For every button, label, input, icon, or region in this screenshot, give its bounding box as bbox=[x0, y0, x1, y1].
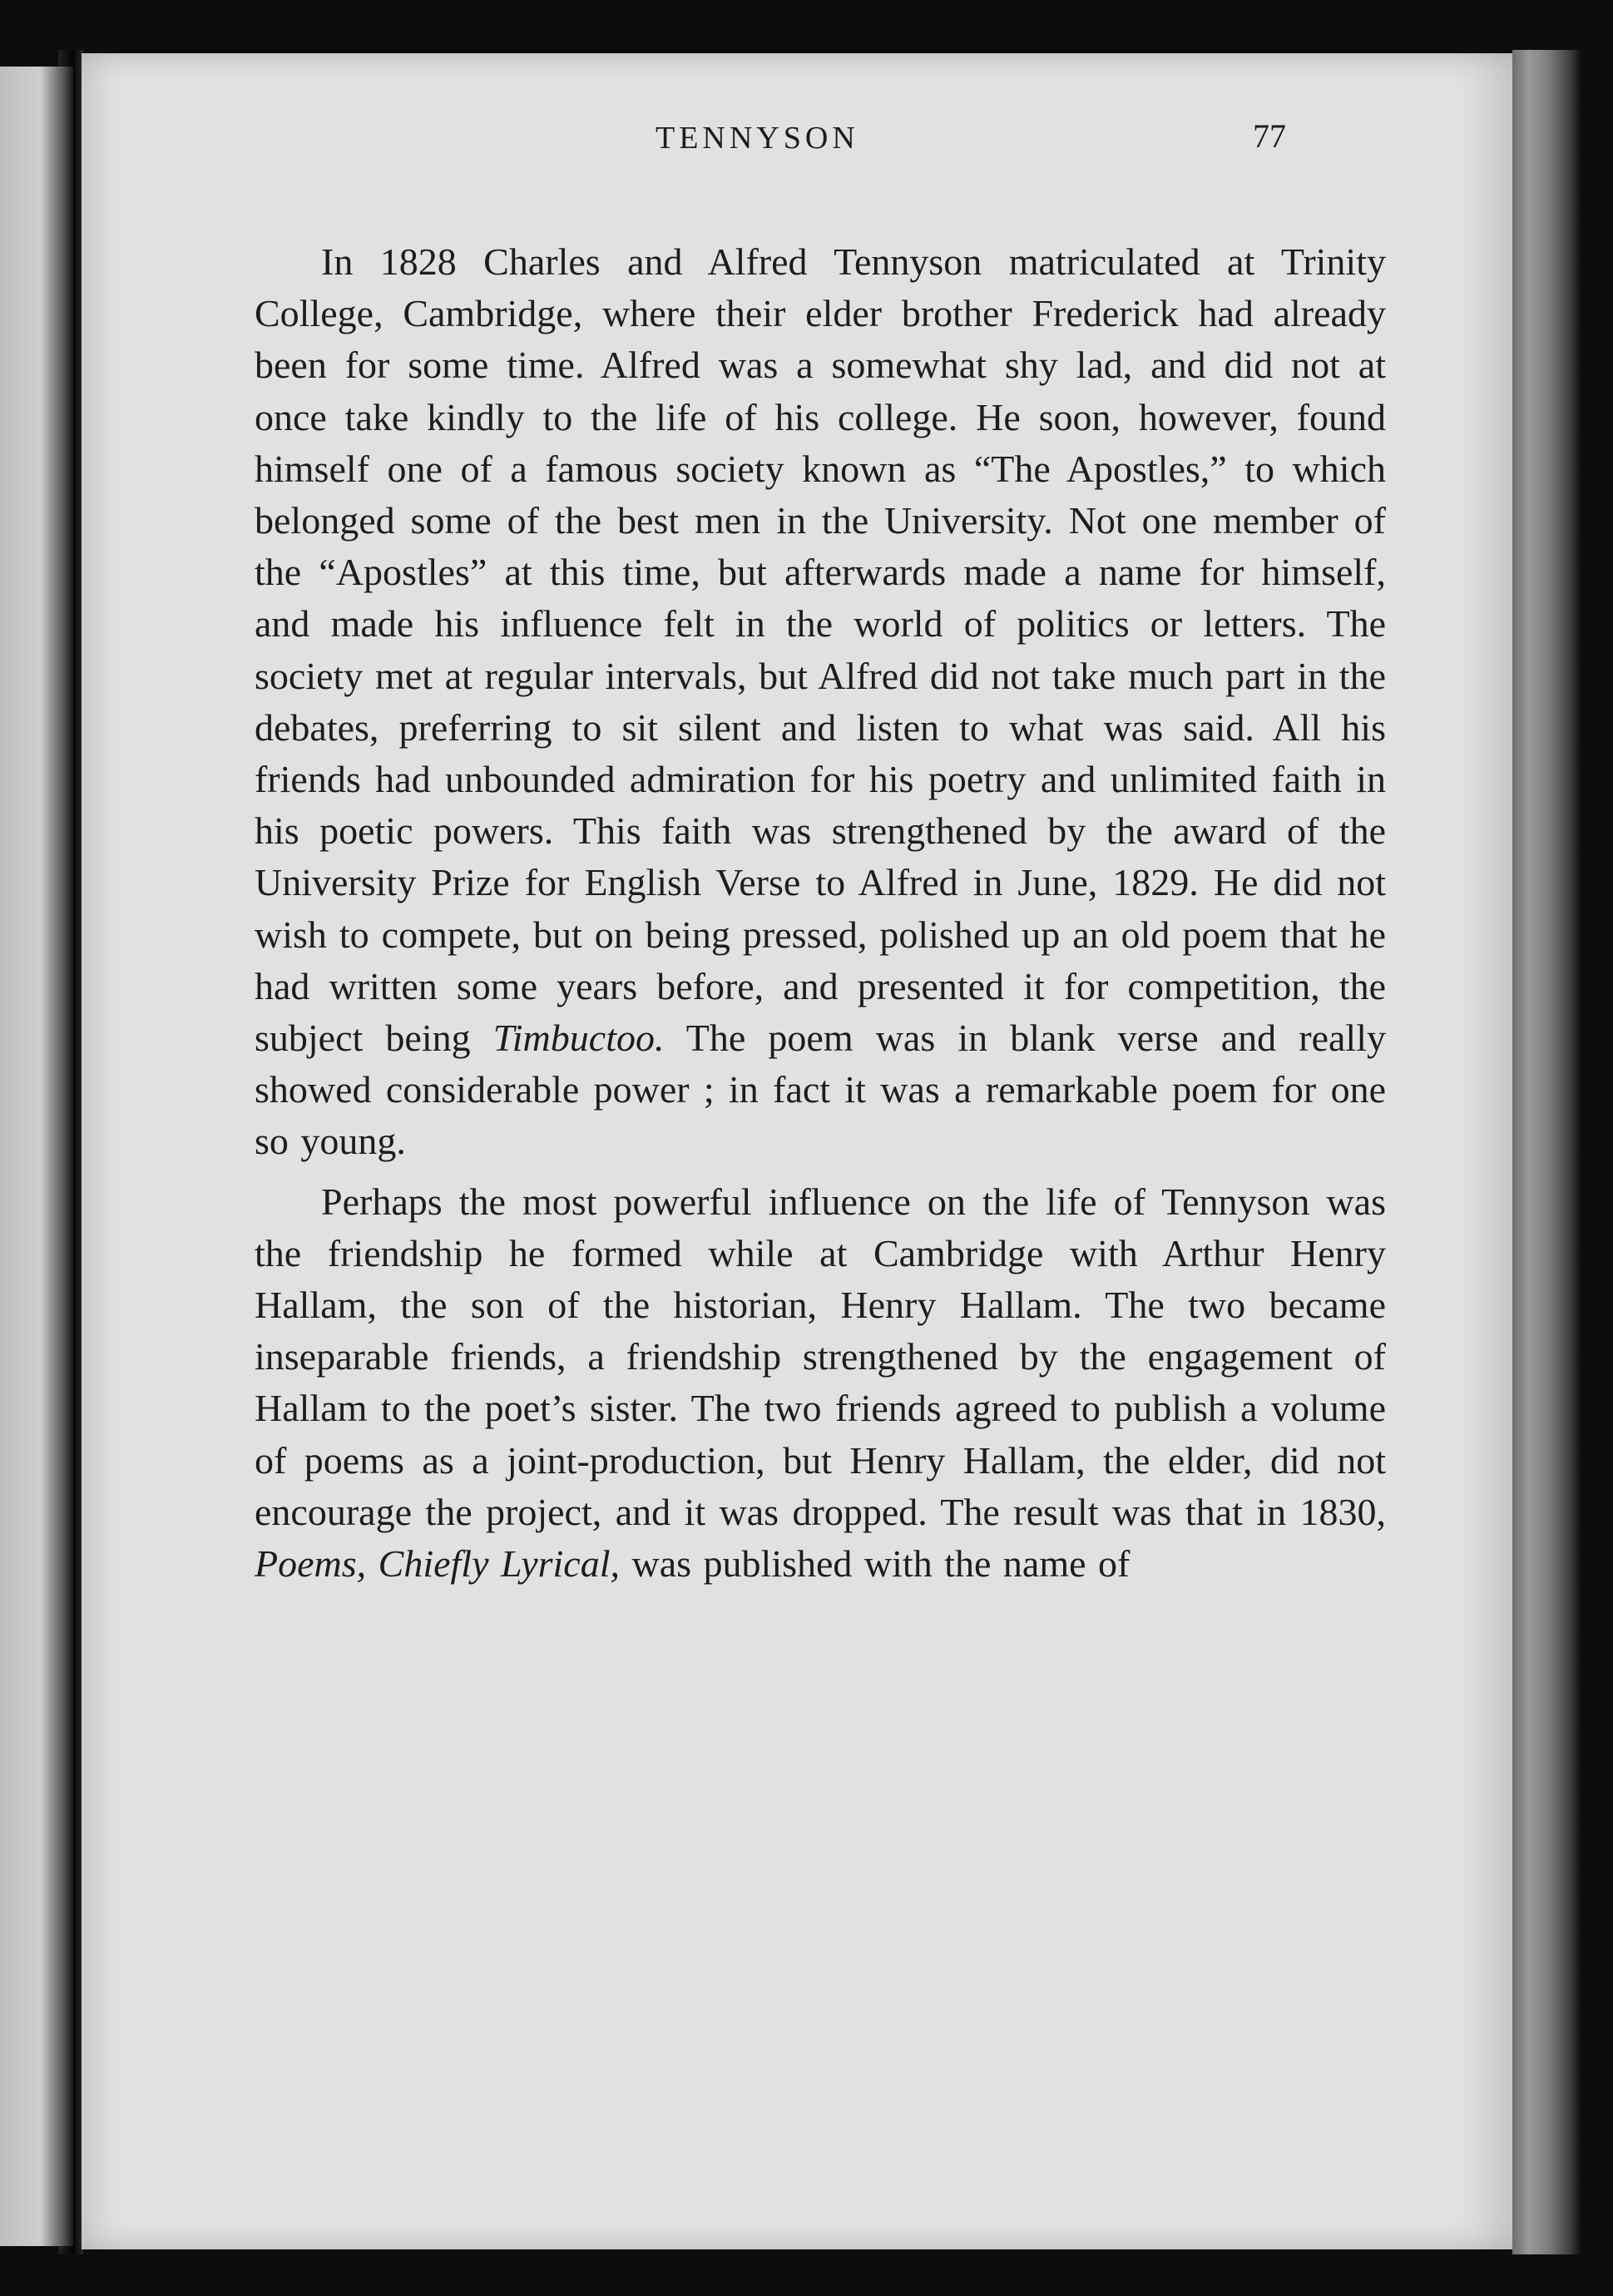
paragraph-1-text-a: In 1828 Charles and Alfred Tennyson matriculated at Trinity College, Cambridge, where their elder brother Frederick had already been for some time. Alfred was a somewhat shy lad, and did not at once take kindly to the life of his college. He soon, however, found himself one of a famous society known as “The Apostles,” to which belonged some of the best men in the University. Not one member of the “Apostles” at this time, but afterwards made a name for himself, and made his influence felt in the world of politics or letters. The society met at regular intervals, but Alfred did not take much part in the debates, preferring to sit silent and listen to what was said. All his friends had unbounded admiration for his poetry and unlimited faith in his poetic powers. This faith was strengthened by the award of the University Prize for English Verse to Alfred in June, 1829. He did not wish to compete, but on being pressed, polished up an old poem that he had written some years before, and presented it for competition, the subject being bbox=[255, 240, 1386, 1060]
book-page bbox=[82, 53, 1512, 2249]
paragraph-1-text-b: The poem was in blank verse and really showed considerable power ; in fact it was a remarkable poem for one so young. bbox=[255, 1017, 1386, 1163]
paragraph-2-text-a: Perhaps the most powerful influence on the life of Tennyson was the friendship he formed while at Cambridge with Arthur Henry Hallam, the son of the historian, Henry Hallam. The two became inseparable friends, a friendship strengthened by the engagement of Hallam to the poet’s sister. The two friends agreed to publish a volume of poems as a joint-production, but Henry Hallam, the elder, did not encourage the project, and it was dropped. The result was that in 1830, bbox=[255, 1180, 1386, 1533]
running-head: TENNYSON bbox=[656, 121, 859, 156]
paragraph-2 bbox=[255, 1176, 1386, 1591]
facing-page-edge bbox=[0, 67, 73, 2246]
page-number: 77 bbox=[1253, 117, 1286, 155]
paragraph-2-title-poems: Poems, Chiefly Lyrical, bbox=[255, 1542, 621, 1586]
body-text bbox=[255, 236, 1386, 1590]
paragraph-1 bbox=[255, 236, 1386, 1168]
paragraph-1-title-timbuctoo: Timbuctoo. bbox=[492, 1017, 665, 1060]
page-stack-edge bbox=[1512, 50, 1581, 2254]
paragraph-2-text-b: was published with the name of bbox=[620, 1542, 1131, 1586]
